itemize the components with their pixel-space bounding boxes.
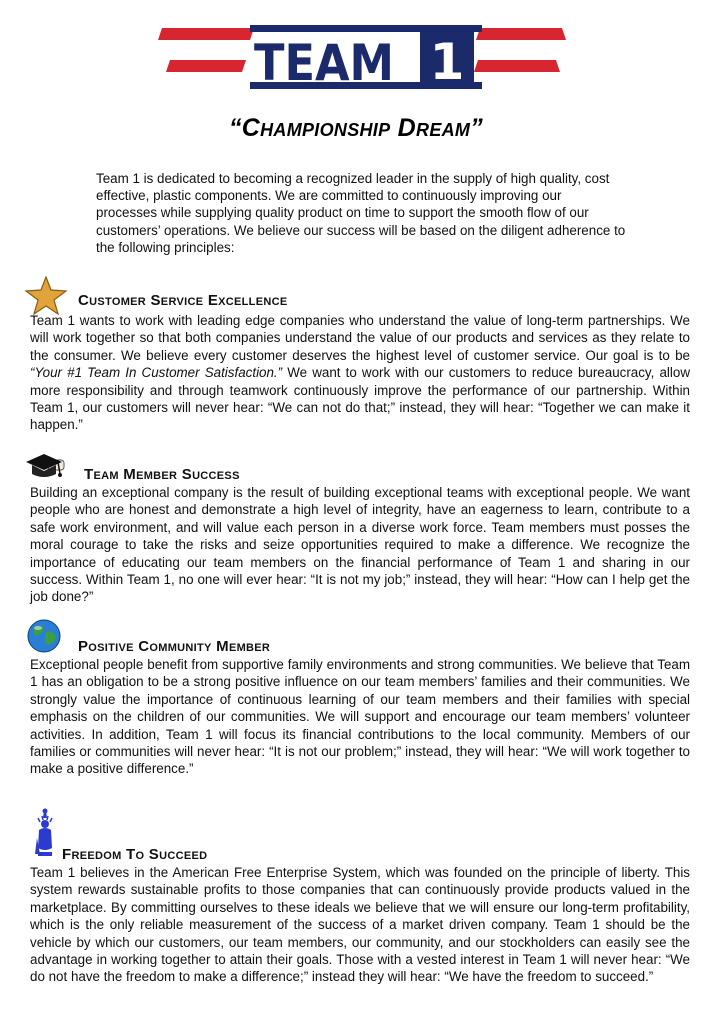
- section-body: Building an exceptional company is the result of building exceptional teams with exceptional people. We want people who are honest and demonstrate a high level of integrity, have an eagerness to learn, contribute to a safe work environment, and will value each person in a diverse work force. Team members must posses the moral courage to take the risks and seize opportunities required to make a difference. We recognize the importance of educating our team members on the financial performance of Team 1 and sharing in our success. Within Team 1, no one will ever hear: “It is not my job;” instead, they will hear: “How can I help get the job done?”: [30, 485, 690, 605]
- intro-paragraph: Team 1 is dedicated to becoming a recognized leader in the supply of high quality, cost effective, plastic components. We are committed to continuously improving our processes while supplying quality product on time to support the smooth flow of our customers’ operations. We believe our success will be based on the diligent adherence to the following principles:: [96, 171, 626, 255]
- section-heading-row: [30, 450, 690, 483]
- star-icon: [24, 276, 68, 321]
- section-body: Team 1 believes in the American Free Enterprise System, which was founded on the principle of liberty. This system rewards sustainable profits to those companies that can continuously provide products valued in the marketplace. By committing ourselves to these ideals we believe that we will ensure our long-term profitability, which is the only reliable measurement of the success of a market driven company. Team 1 should be the vehicle by which our customers, our team members, our community, and our stockholders can easily see the advantage in working together to attain their goals. Those with a vested interest in Team 1 will never hear: “We do not have the freedom to make a difference;” instead they will hear: “We have the freedom to succeed.”: [30, 865, 690, 985]
- section-body: Exceptional people benefit from supportive family environments and strong communities. We believe that Team 1 has an obligation to be a strong positive influence on our team members’ families and their communities. We strongly value the importance of continuous learning of our team members and their families with special emphasis on the children of our communities. We will support and encourage our team members’ volunteer activities. In addition, Team 1 will focus its financial contributions to the local community. Members of our families or communities will never hear: “It is not our problem;” instead, they will hear: “We will work together to make a positive difference.”: [30, 657, 690, 777]
- globe-icon: [26, 618, 64, 659]
- statue-of-liberty-icon: [30, 808, 60, 865]
- section-heading: Freedom To Succeed: [62, 846, 208, 863]
- section-community: [30, 620, 690, 778]
- section-freedom: [30, 808, 690, 986]
- section-text: We want to work with our customers to reduce bureaucracy, allow more responsibility and through teamwork continuously improve the performance of our partnership. Within Team 1, our customers will never hear: “We can not do that;” instead, they will hear: “Together we can make it happen.”: [30, 365, 690, 433]
- section-heading-row: [30, 620, 690, 655]
- section-team-member: [30, 450, 690, 606]
- section-heading: Team Member Success: [84, 466, 240, 483]
- section-heading-row: [30, 278, 690, 309]
- section-heading-row: [30, 808, 690, 863]
- section-emphasis: “Your #1 Team In Customer Satisfaction.”: [30, 365, 283, 381]
- section-heading: Customer Service Excellence: [78, 292, 288, 309]
- logo-text-one: 1: [429, 33, 465, 91]
- section-heading: Positive Community Member: [78, 638, 271, 655]
- section-text: Team 1 wants to work with leading edge companies who understand the value of long-term partnerships. We will work together so that both companies understand the value of our products and services as they relate to the consumer. We believe every customer deserves the highest level of customer service. Our goal is to be: [30, 313, 690, 363]
- team1-logo: [158, 22, 568, 92]
- section-customer-service: [30, 278, 690, 434]
- graduation-cap-icon: [24, 450, 68, 489]
- logo-text-team: TEAM: [254, 34, 394, 92]
- page-title: “Championship Dream”: [228, 114, 484, 142]
- section-body: [30, 312, 690, 434]
